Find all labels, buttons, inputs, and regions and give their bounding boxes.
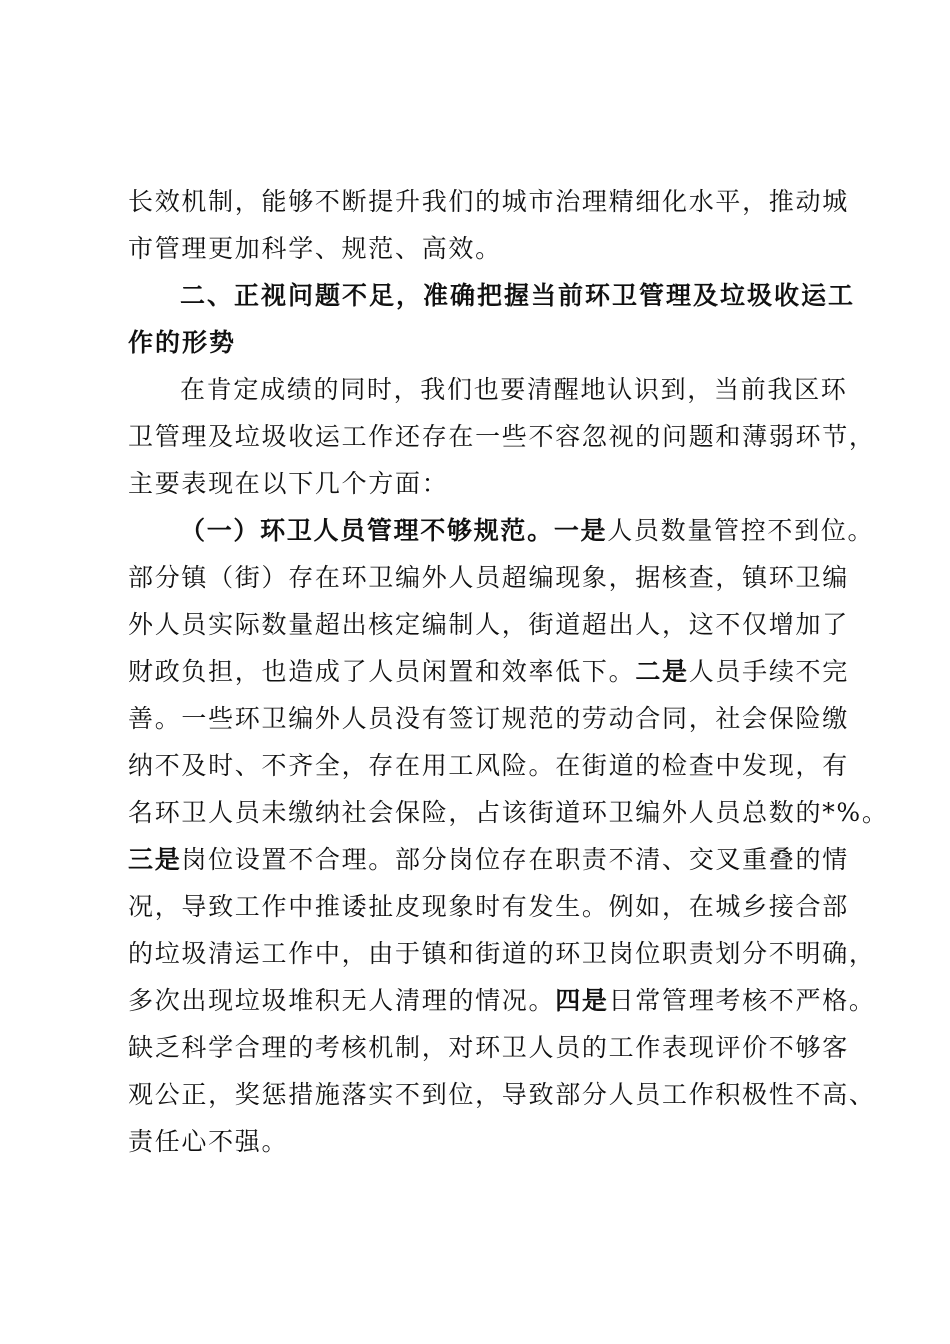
paragraph-line: 市管理更加科学、规范、高效。: [128, 234, 502, 263]
paragraph-line: 纳不及时、不齐全，存在用工风险。在街道的检查中发现，有: [128, 751, 849, 780]
paragraph-line: 卫管理及垃圾收运工作还存在一些不容忽视的问题和薄弱环节，: [128, 422, 876, 451]
paragraph-line: 缺乏科学合理的考核机制，对环卫人员的工作表现评价不够客: [128, 1033, 849, 1062]
point-text: 日常管理考核不严格。: [608, 986, 876, 1015]
paragraph-line: [128, 977, 876, 1024]
point-text: 岗位设置不合理。部分岗位存在职责不清、交叉重叠的情: [181, 845, 849, 874]
paragraph-line: 的垃圾清运工作中，由于镇和街道的环卫岗位职责划分不明确，: [128, 939, 876, 968]
paragraph-line: [128, 648, 848, 695]
paragraph-line: [128, 836, 848, 883]
point-label: 三是: [128, 845, 182, 874]
point-text: 人员数量管控不到位。: [607, 516, 875, 545]
section-heading: 作的形势: [128, 328, 237, 357]
subsection-heading: （一）环卫人员管理不够规范。: [180, 516, 554, 545]
paragraph-line: 名环卫人员未缴纳社会保险，占该街道环卫编外人员总数的*%。: [128, 798, 889, 827]
paragraph-line: 长效机制，能够不断提升我们的城市治理精细化水平，推动城: [128, 187, 849, 216]
paragraph-line: 善。一些环卫编外人员没有签订规范的劳动合同，社会保险缴: [128, 704, 849, 733]
point-label: 二是: [635, 657, 689, 686]
document-body: [128, 178, 889, 1165]
paragraph-line: 责任心不强。: [128, 1127, 289, 1156]
point-text: 人员手续不完: [688, 657, 849, 686]
paragraph-line: 外人员实际数量超出核定编制人，街道超出人，这不仅增加了: [128, 610, 849, 639]
paragraph-line: 在肯定成绩的同时，我们也要清醒地认识到，当前我区环: [180, 375, 848, 404]
paragraph-line: 部分镇（街）存在环卫编外人员超编现象，据核查，镇环卫编: [128, 563, 849, 592]
paragraph-line: 况，导致工作中推诿扯皮现象时有发生。例如，在城乡接合部: [128, 892, 849, 921]
point-text: 财政负担，也造成了人员闲置和效率低下。: [128, 657, 636, 686]
paragraph-line: [128, 507, 875, 554]
point-text: 多次出现垃圾堆积无人清理的情况。: [128, 986, 556, 1015]
section-heading: 二、正视问题不足，准确把握当前环卫管理及垃圾收运工: [180, 281, 856, 310]
paragraph-line: 主要表现在以下几个方面：: [128, 469, 449, 498]
paragraph-line: 观公正，奖惩措施落实不到位，导致部分人员工作积极性不高、: [128, 1080, 876, 1109]
point-label: 四是: [555, 986, 609, 1015]
point-label: 一是: [553, 516, 608, 545]
